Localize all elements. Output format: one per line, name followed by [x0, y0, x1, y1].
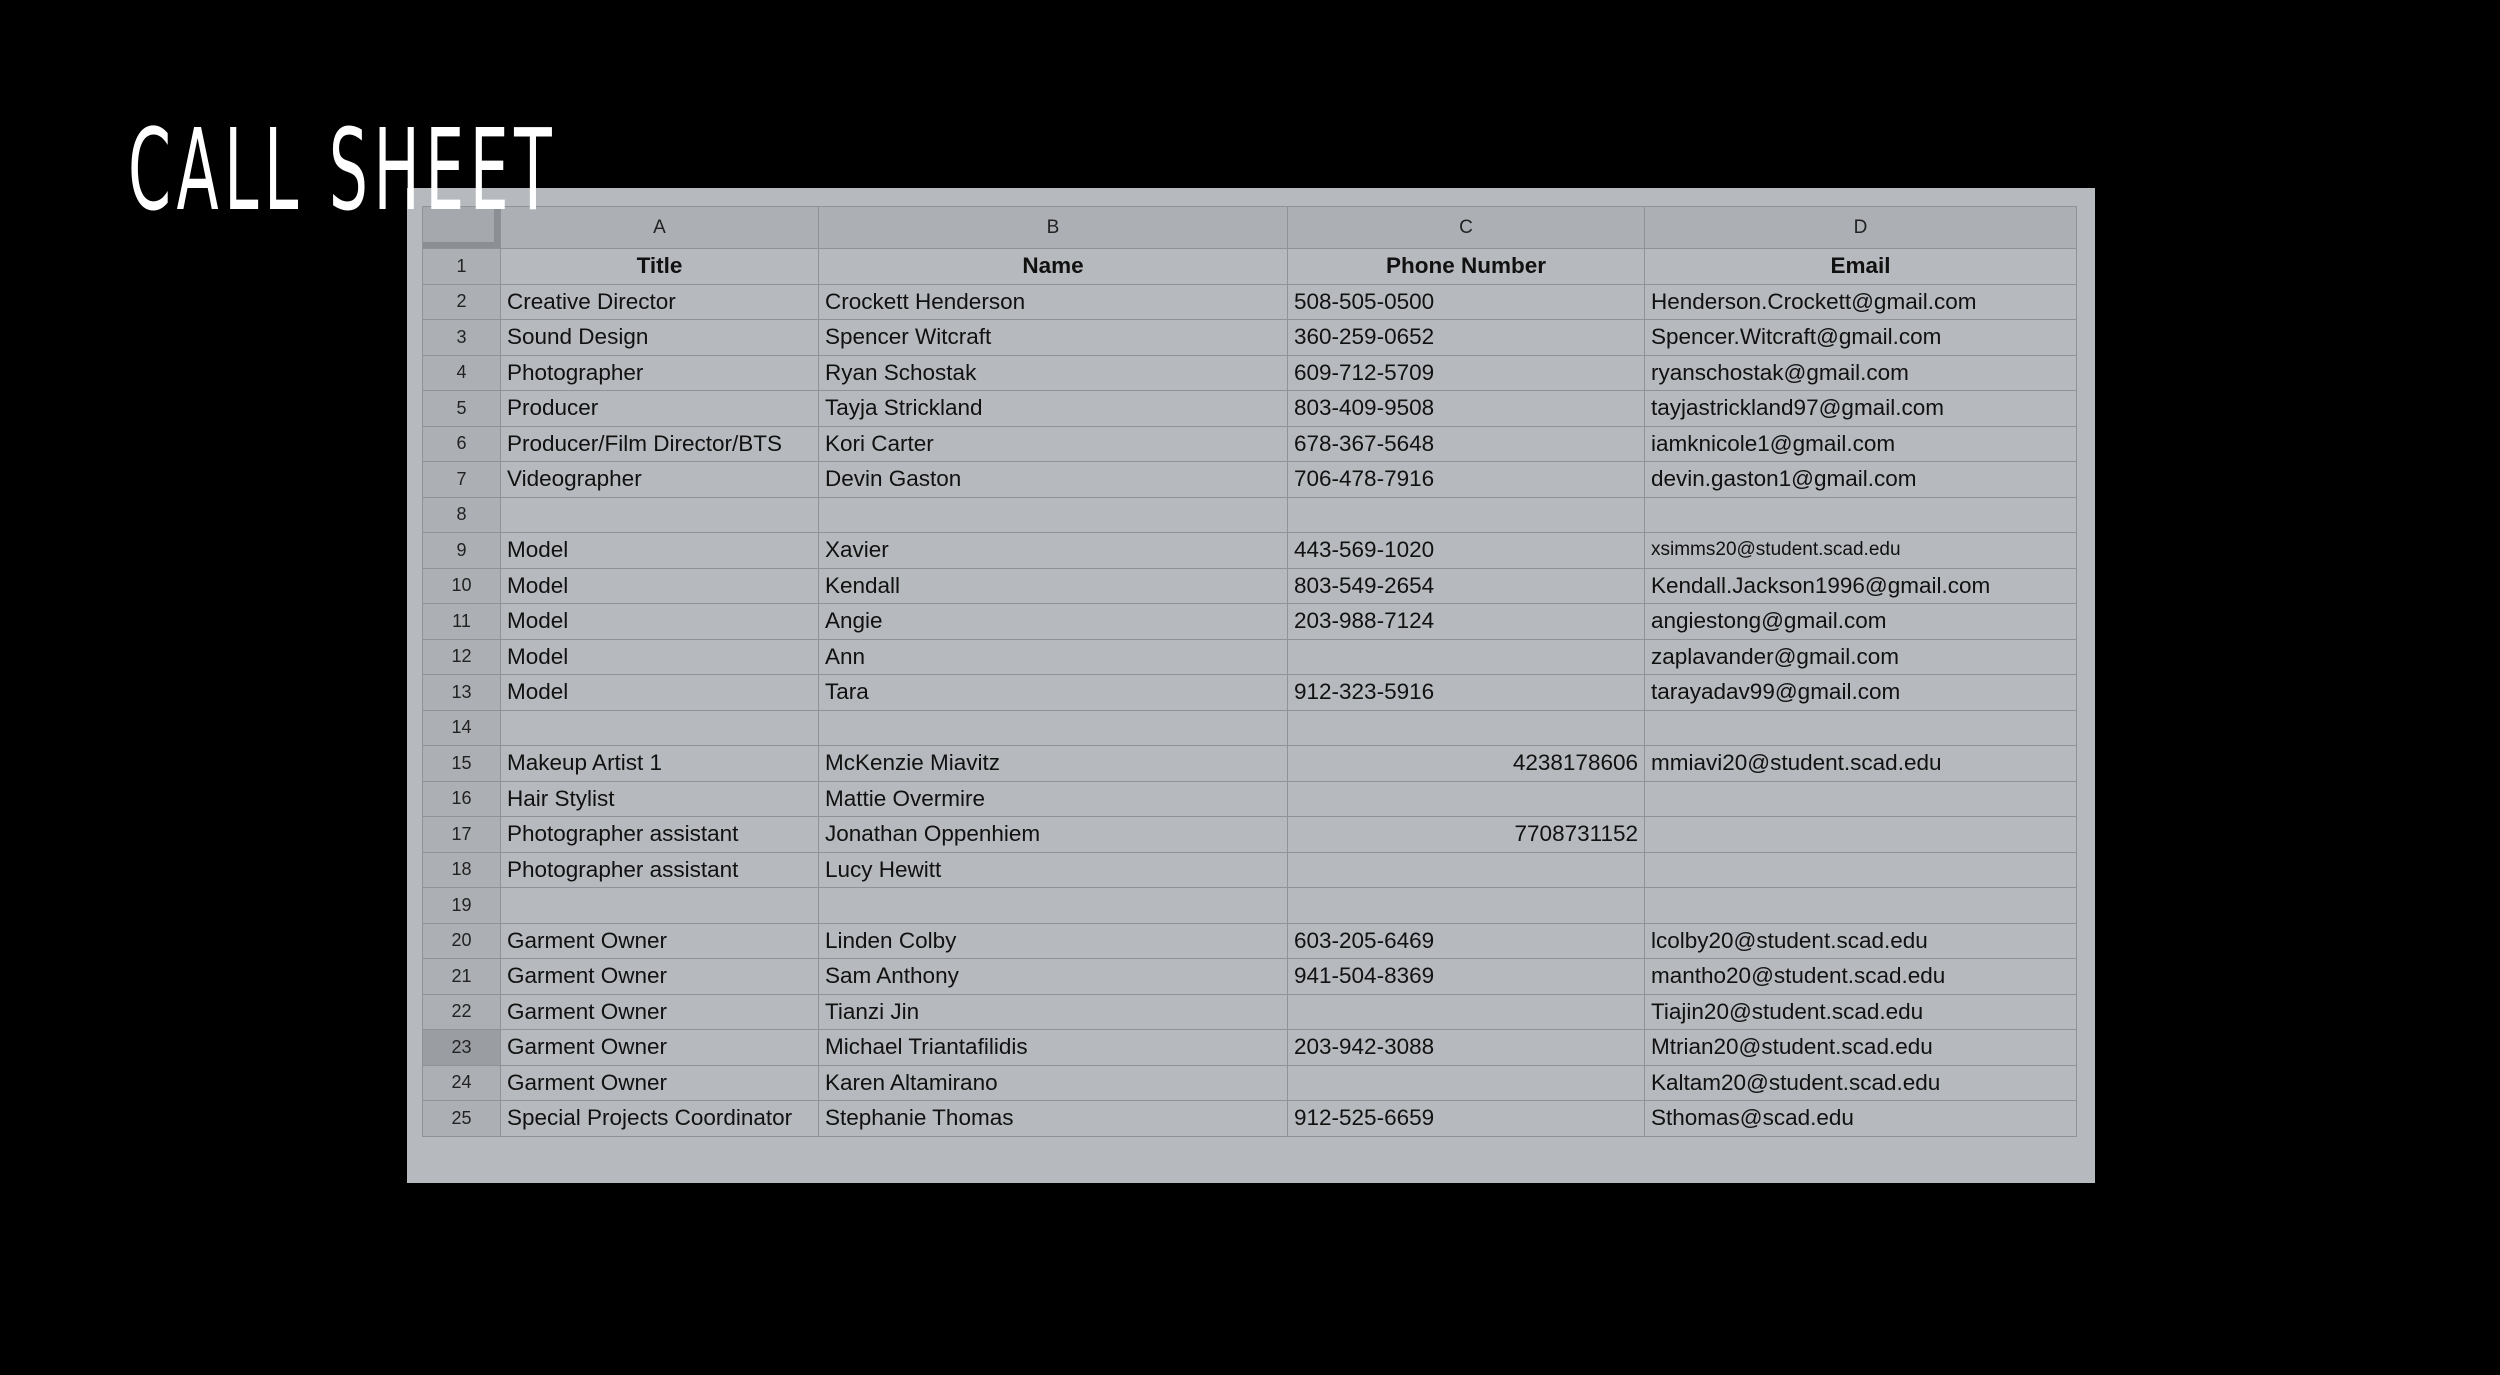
table-row	[423, 888, 2077, 924]
cell-phone[interactable]	[1288, 639, 1645, 675]
table-row	[423, 1030, 2077, 1066]
table-row	[423, 462, 2077, 498]
cell-phone[interactable]: 603-205-6469	[1288, 923, 1645, 959]
cell-email[interactable]: Spencer.Witcraft@gmail.com	[1645, 320, 2077, 356]
cell-email[interactable]: Tiajin20@student.scad.edu	[1645, 994, 2077, 1030]
row-number[interactable]: 25	[423, 1101, 501, 1137]
cell-phone[interactable]	[1288, 852, 1645, 888]
cell-phone[interactable]: 508-505-0500	[1288, 284, 1645, 320]
cell-phone[interactable]: 609-712-5709	[1288, 355, 1645, 391]
column-header-b[interactable]: B	[819, 207, 1288, 249]
cell-phone[interactable]: 706-478-7916	[1288, 462, 1645, 498]
row-number[interactable]: 23	[423, 1030, 501, 1066]
cell-title[interactable]: Model	[501, 533, 819, 569]
cell-email[interactable]: iamknicole1@gmail.com	[1645, 426, 2077, 462]
cell-phone[interactable]	[1288, 888, 1645, 924]
row-number[interactable]: 14	[423, 710, 501, 746]
cell-title[interactable]: Makeup Artist 1	[501, 746, 819, 782]
cell-title[interactable]: Model	[501, 675, 819, 711]
column-header-a[interactable]: A	[501, 207, 819, 249]
table-row	[423, 568, 2077, 604]
cell-title[interactable]	[501, 710, 819, 746]
row-number[interactable]: 18	[423, 852, 501, 888]
cell-phone[interactable]: 443-569-1020	[1288, 533, 1645, 569]
row-number[interactable]: 5	[423, 391, 501, 427]
spreadsheet-screenshot	[407, 188, 2095, 1183]
row-number[interactable]: 9	[423, 533, 501, 569]
row-number[interactable]: 10	[423, 568, 501, 604]
row-number[interactable]: 11	[423, 604, 501, 640]
cell-name[interactable]	[819, 888, 1288, 924]
table-row	[423, 1101, 2077, 1137]
cell-phone[interactable]: 203-942-3088	[1288, 1030, 1645, 1066]
cell-title[interactable]: Special Projects Coordinator	[501, 1101, 819, 1137]
cell-name[interactable]: Sam Anthony	[819, 959, 1288, 995]
cell-name[interactable]: Jonathan Oppenhiem	[819, 817, 1288, 853]
cell-title[interactable]: Hair Stylist	[501, 781, 819, 817]
cell-name[interactable]: Tara	[819, 675, 1288, 711]
cell-email[interactable]: zaplavander@gmail.com	[1645, 639, 2077, 675]
cell-name[interactable]: Kendall	[819, 568, 1288, 604]
table-row	[423, 852, 2077, 888]
cell-email[interactable]	[1645, 710, 2077, 746]
cell-phone[interactable]: 941-504-8369	[1288, 959, 1645, 995]
cell-phone[interactable]: 803-549-2654	[1288, 568, 1645, 604]
cell-name[interactable]: Mattie Overmire	[819, 781, 1288, 817]
cell-name[interactable]: Tianzi Jin	[819, 994, 1288, 1030]
cell-name[interactable]: Xavier	[819, 533, 1288, 569]
cell-email[interactable]: mmiavi20@student.scad.edu	[1645, 746, 2077, 782]
cell-email[interactable]: xsimms20@student.scad.edu	[1645, 533, 2077, 569]
cell-phone[interactable]	[1288, 497, 1645, 533]
spreadsheet-body	[423, 249, 2077, 1137]
row-number[interactable]: 1	[423, 249, 501, 285]
table-row	[423, 1065, 2077, 1101]
cell-title[interactable]: Garment Owner	[501, 994, 819, 1030]
cell-title[interactable]: Photographer assistant	[501, 817, 819, 853]
table-row	[423, 497, 2077, 533]
cell-email[interactable]	[1645, 852, 2077, 888]
cell-phone[interactable]: 912-323-5916	[1288, 675, 1645, 711]
table-row	[423, 959, 2077, 995]
row-number[interactable]: 19	[423, 888, 501, 924]
table-row	[423, 639, 2077, 675]
cell-name[interactable]: Devin Gaston	[819, 462, 1288, 498]
cell-email[interactable]: Henderson.Crockett@gmail.com	[1645, 284, 2077, 320]
row-number[interactable]: 21	[423, 959, 501, 995]
cell-phone[interactable]: 678-367-5648	[1288, 426, 1645, 462]
cell-phone[interactable]: 360-259-0652	[1288, 320, 1645, 356]
row-number[interactable]: 13	[423, 675, 501, 711]
cell-title[interactable]: Videographer	[501, 462, 819, 498]
cell-name[interactable]: Spencer Witcraft	[819, 320, 1288, 356]
cell-email[interactable]	[1645, 817, 2077, 853]
table-row	[423, 426, 2077, 462]
row-number[interactable]: 2	[423, 284, 501, 320]
table-row	[423, 355, 2077, 391]
table-row	[423, 994, 2077, 1030]
header-cell-name[interactable]: Name	[819, 249, 1288, 285]
spreadsheet-grid[interactable]	[422, 206, 2077, 1137]
cell-phone[interactable]	[1288, 994, 1645, 1030]
table-row	[423, 923, 2077, 959]
cell-email[interactable]: mantho20@student.scad.edu	[1645, 959, 2077, 995]
cell-title[interactable]	[501, 888, 819, 924]
row-number[interactable]: 15	[423, 746, 501, 782]
cell-name[interactable]: Tayja Strickland	[819, 391, 1288, 427]
cell-email[interactable]: Mtrian20@student.scad.edu	[1645, 1030, 2077, 1066]
header-row	[423, 249, 2077, 285]
cell-name[interactable]: Michael Triantafilidis	[819, 1030, 1288, 1066]
header-cell-title[interactable]: Title	[501, 249, 819, 285]
cell-title[interactable]: Model	[501, 639, 819, 675]
cell-name[interactable]: Stephanie Thomas	[819, 1101, 1288, 1137]
table-row	[423, 746, 2077, 782]
cell-title[interactable]: Sound Design	[501, 320, 819, 356]
cell-title[interactable]: Garment Owner	[501, 959, 819, 995]
cell-email[interactable]: devin.gaston1@gmail.com	[1645, 462, 2077, 498]
cell-email[interactable]: tayjastrickland97@gmail.com	[1645, 391, 2077, 427]
table-row	[423, 284, 2077, 320]
cell-name[interactable]: Ryan Schostak	[819, 355, 1288, 391]
row-number[interactable]: 3	[423, 320, 501, 356]
row-number[interactable]: 7	[423, 462, 501, 498]
cell-title[interactable]: Garment Owner	[501, 923, 819, 959]
table-row	[423, 781, 2077, 817]
cell-phone[interactable]	[1288, 781, 1645, 817]
row-number[interactable]: 16	[423, 781, 501, 817]
cell-email[interactable]: Kaltam20@student.scad.edu	[1645, 1065, 2077, 1101]
column-header-d[interactable]: D	[1645, 207, 2077, 249]
slide-title: CALL SHEET	[128, 106, 558, 236]
cell-name[interactable]: Kori Carter	[819, 426, 1288, 462]
row-number[interactable]: 22	[423, 994, 501, 1030]
cell-email[interactable]	[1645, 888, 2077, 924]
cell-email[interactable]	[1645, 781, 2077, 817]
cell-title[interactable]	[501, 497, 819, 533]
cell-email[interactable]: Kendall.Jackson1996@gmail.com	[1645, 568, 2077, 604]
cell-phone[interactable]: 803-409-9508	[1288, 391, 1645, 427]
column-header-c[interactable]: C	[1288, 207, 1645, 249]
table-row	[423, 604, 2077, 640]
cell-name[interactable]: Crockett Henderson	[819, 284, 1288, 320]
table-row	[423, 320, 2077, 356]
header-cell-email[interactable]: Email	[1645, 249, 2077, 285]
cell-title[interactable]: Model	[501, 604, 819, 640]
cell-email[interactable]: lcolby20@student.scad.edu	[1645, 923, 2077, 959]
row-number[interactable]: 12	[423, 639, 501, 675]
cell-name[interactable]: McKenzie Miavitz	[819, 746, 1288, 782]
cell-email[interactable]	[1645, 497, 2077, 533]
cell-phone[interactable]: 4238178606	[1288, 746, 1645, 782]
cell-name[interactable]	[819, 497, 1288, 533]
table-row	[423, 675, 2077, 711]
header-cell-phone[interactable]: Phone Number	[1288, 249, 1645, 285]
cell-name[interactable]: Karen Altamirano	[819, 1065, 1288, 1101]
cell-email[interactable]: Sthomas@scad.edu	[1645, 1101, 2077, 1137]
cell-phone[interactable]: 7708731152	[1288, 817, 1645, 853]
cell-title[interactable]: Photographer	[501, 355, 819, 391]
cell-title[interactable]: Producer/Film Director/BTS	[501, 426, 819, 462]
cell-email[interactable]: ryanschostak@gmail.com	[1645, 355, 2077, 391]
cell-name[interactable]: Linden Colby	[819, 923, 1288, 959]
cell-title[interactable]: Photographer assistant	[501, 852, 819, 888]
cell-name[interactable]: Angie	[819, 604, 1288, 640]
row-number[interactable]: 8	[423, 497, 501, 533]
row-number[interactable]: 17	[423, 817, 501, 853]
cell-name[interactable]: Lucy Hewitt	[819, 852, 1288, 888]
cell-title[interactable]: Producer	[501, 391, 819, 427]
column-header-row	[423, 207, 2077, 249]
row-number[interactable]: 4	[423, 355, 501, 391]
table-row	[423, 533, 2077, 569]
cell-title[interactable]: Garment Owner	[501, 1030, 819, 1066]
table-row	[423, 817, 2077, 853]
table-row	[423, 710, 2077, 746]
cell-title[interactable]: Garment Owner	[501, 1065, 819, 1101]
cell-name[interactable]	[819, 710, 1288, 746]
cell-title[interactable]: Creative Director	[501, 284, 819, 320]
cell-email[interactable]: angiestong@gmail.com	[1645, 604, 2077, 640]
row-number[interactable]: 24	[423, 1065, 501, 1101]
cell-phone[interactable]	[1288, 1065, 1645, 1101]
cell-email[interactable]: tarayadav99@gmail.com	[1645, 675, 2077, 711]
cell-phone[interactable]: 203-988-7124	[1288, 604, 1645, 640]
cell-title[interactable]: Model	[501, 568, 819, 604]
cell-phone[interactable]	[1288, 710, 1645, 746]
row-number[interactable]: 20	[423, 923, 501, 959]
cell-phone[interactable]: 912-525-6659	[1288, 1101, 1645, 1137]
cell-name[interactable]: Ann	[819, 639, 1288, 675]
row-number[interactable]: 6	[423, 426, 501, 462]
table-row	[423, 391, 2077, 427]
